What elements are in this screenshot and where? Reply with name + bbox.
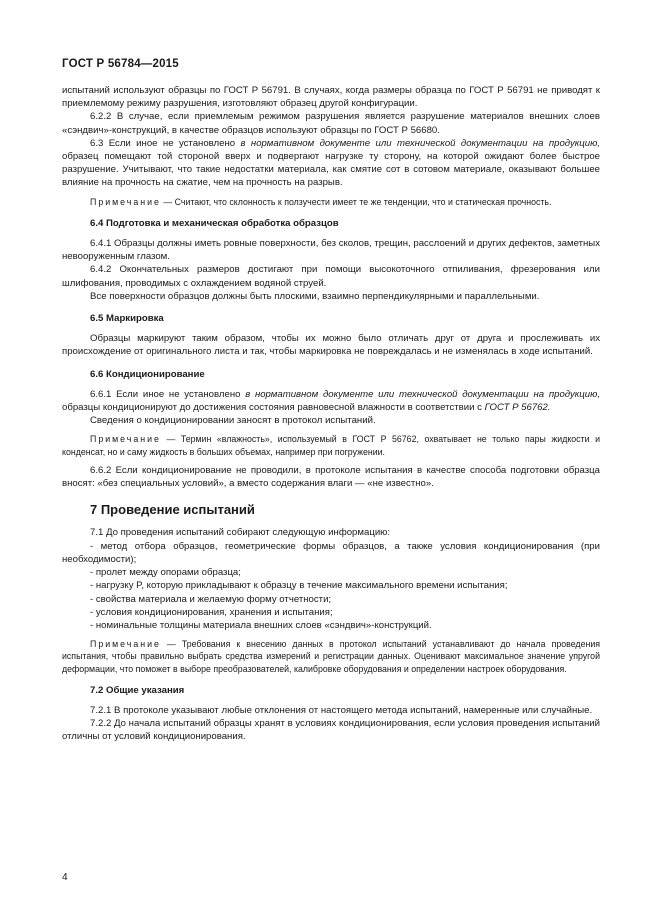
list-item: - условия кондиционирования, хранения и испытания; <box>90 606 333 618</box>
text: 6.6.1 Если иное не установлено <box>90 388 246 400</box>
paragraph-6-3 <box>62 137 600 190</box>
paragraph: испытаний используют образцы по ГОСТ Р 56791. В случаях, когда размеры образца по ГОСТ Р 56791 не приводят к приемлемому режиму разрушения, изготовляют образец другой конфигурации. <box>62 85 600 110</box>
paragraph: Все поверхности образцов должны быть плоскими, взаимно перпендикулярными и параллельными. <box>90 290 540 302</box>
note-text: — Термин «влажность», используемый в ГОСТ Р 56762, охватывает не только пары жидкости и конденсат, но и саму жидкость в больших объемах, например при погружении. <box>62 434 600 457</box>
paragraph-7-2-2: 7.2.2 До начала испытаний образцы хранят в условиях кондиционирования, если условия проведения испытаний отличны от условий кондиционирования. <box>62 718 600 743</box>
list-item: - нагрузку P, которую прикладывают к образцу в течение максимального времени испытания; <box>90 580 508 592</box>
section-heading-6-4: 6.4 Подготовка и механическая обработка образцов <box>90 217 339 229</box>
italic-text: ГОСТ Р 56762. <box>484 402 551 414</box>
note <box>62 433 600 457</box>
note <box>62 196 600 208</box>
paragraph: Сведения о кондиционировании заносят в протокол испытаний. <box>90 415 376 427</box>
section-heading-6-6: 6.6 Кондиционирование <box>90 368 205 380</box>
paragraph-6-6-2: 6.6.2 Если кондиционирование не проводили, в протоколе испытания в качестве способа подготовки образца вносят: «без специальных условий», а вместо содержания влаги — «не известно». <box>62 464 600 490</box>
note-label: Примечание <box>90 196 161 207</box>
list-item: - пролет между опорами образца; <box>90 567 241 579</box>
text: образец помещают той стороной вверх и подвергают нагрузке ту сторону, на которой ожидают более быстрое разрушение. Учитывают, что такие недостатки материала, как смятие сот в сотовом материале, оказывают большее влияние на прочность на сжатие, чем на прочность на разрыв. <box>62 151 600 189</box>
paragraph-6-5: Образцы маркируют таким образом, чтобы их можно было отличать друг от друга и прослеживать их происхождение от оригинального листа и так, чтобы маркировка не повреждалась и не изменялась в ходе испытаний. <box>62 333 600 358</box>
note-label: Примечание <box>90 639 161 650</box>
section-heading-7-2: 7.2 Общие указания <box>90 684 185 696</box>
section-heading-7: 7 Проведение испытаний <box>90 502 255 518</box>
document-header: ГОСТ Р 56784—2015 <box>62 58 179 70</box>
italic-text: в нормативном документе или технической документации на продукцию, <box>245 388 601 400</box>
italic-text: в нормативном документе или технической документации на продукцию, <box>240 137 601 149</box>
section-heading-6-5: 6.5 Маркировка <box>90 313 164 325</box>
list-item: - метод отбора образцов, геометрические формы образцов, а также условия кондиционирования (при необходимости); <box>62 540 600 565</box>
text: 6.3 Если иное не установлено <box>90 137 241 149</box>
page-number: 4 <box>62 872 68 883</box>
paragraph-7-2-1: 7.2.1 В протоколе указывают любые отклонения от настоящего метода испытаний, намеренные или случайные. <box>90 704 593 716</box>
paragraph-6-4-1: 6.4.1 Образцы должны иметь ровные поверхности, без сколов, трещин, расслоений и других дефектов, заметных невооруженным глазом. <box>62 238 600 263</box>
note-label: Примечание <box>90 434 161 445</box>
list-item: - номинальные толщины материала внешних слоев «сэндвич»-конструкций. <box>90 619 432 631</box>
list-item: - свойства материала и желаемую форму отчетности; <box>90 593 332 605</box>
paragraph-6-6-1 <box>62 388 600 414</box>
note-text: — Считают, что склонность к ползучести имеет те же тенденции, что и статическая прочность. <box>160 196 552 207</box>
text: образцы кондиционируют до достижения состояния равновесной влажности в соответствии с <box>62 402 485 414</box>
paragraph-7-1: 7.1 До проведения испытаний собирают следующую информацию: <box>90 527 391 539</box>
note <box>62 638 600 675</box>
document-body <box>62 84 600 744</box>
paragraph-6-4-2: 6.4.2 Окончательных размеров достигают при помощи высокоточного отпиливания, фрезерования или шлифования, проводимых с охлаждением водяной струей. <box>62 264 600 289</box>
note-text: — Требования к внесению данных в протокол испытаний устанавливают до начала проведения испытания, чтобы правильно выбрать средства измерений и регистрации данных. Оценивают максимальное значение упругой деформации, что поможет в выборе преобразователей, калибровке оборудования и определении настроек оборудования. <box>62 639 600 674</box>
paragraph-6-2-2: 6.2.2 В случае, если приемлемым режимом разрушения является разрушение материалов внешних слоев «сэндвич»-конструкций, в качестве образцов используют образцы по ГОСТ Р 56680. <box>62 111 600 136</box>
